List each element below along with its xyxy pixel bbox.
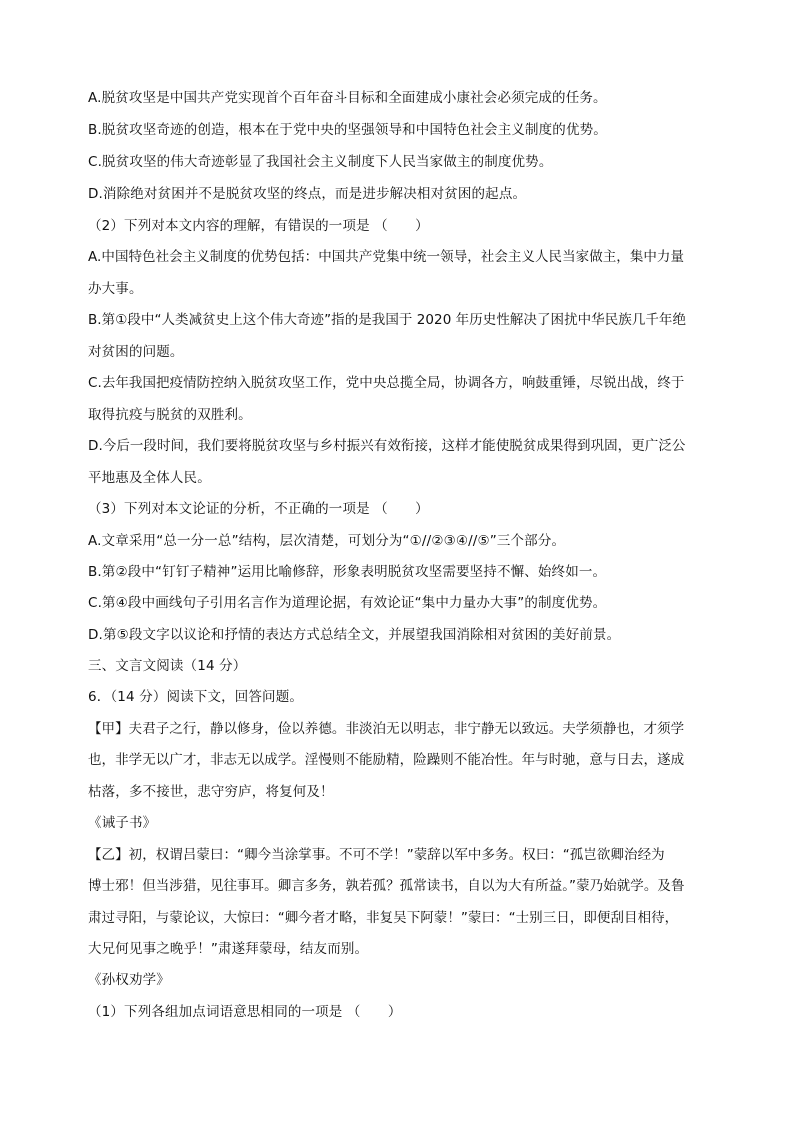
option-line: A.脱贫攻坚是中国共产党实现首个百年奋斗目标和全面建成小康社会必须完成的任务。	[88, 90, 607, 106]
option-line: C.去年我国把疫情防控纳入脱贫攻坚工作，党中央总揽全局，协调各方，响鼓重锤，尽锐出战，终于	[88, 375, 685, 391]
question-line: （1）下列各组加点词语意思相同的一项是 （ ）	[88, 1004, 402, 1020]
passage-line: 【甲】夫君子之行，静以修身，俭以养德。非淡泊无以明志，非宁静无以致远。夫学须静也，才须学	[88, 721, 685, 737]
option-line-continuation: 取得抗疫与脱贫的双胜利。	[88, 407, 252, 423]
source-title: 《孙权劝学》	[88, 972, 170, 988]
section-title: 三、文言文阅读（14 分）	[88, 658, 247, 674]
passage-line: 大兄何见事之晚乎！”肃遂拜蒙母，结友而别。	[88, 941, 369, 957]
passage-line: 【乙】初，权谓吕蒙曰：“卿今当涂掌事。不可不学！”蒙辞以军中多务。权曰：“孤岂欲卿治经为	[88, 847, 665, 863]
option-line: D.消除绝对贫困并不是脱贫攻坚的终点，而是进步解决相对贫困的起点。	[88, 186, 527, 202]
passage-line: 博士邪！但当涉猎，见往事耳。卿言多务，孰若孤？孤常读书，自以为大有所益。”蒙乃始就学。及鲁	[88, 878, 685, 894]
option-line-continuation: 办大事。	[88, 281, 143, 297]
question-line: （2）下列对本文内容的理解，有错误的一项是 （ ）	[88, 218, 429, 234]
passage-line: 也，非学无以广才，非志无以成学。淫慢则不能励精，险躁则不能冶性。年与时驰，意与日去，遂成	[88, 752, 685, 768]
option-line: D.第⑤段文字以议论和抒情的表达方式总结全文，并展望我国消除相对贫困的美好前景。	[88, 627, 621, 643]
option-line: A.文章采用“总一分一总”结构，层次清楚，可划分为“①//②③④//⑤”三个部分。	[88, 533, 566, 549]
option-line: B.脱贫攻坚奇迹的创造，根本在于党中央的坚强领导和中国特色社会主义制度的优势。	[88, 122, 607, 138]
question-line: 6．（14 分）阅读下文，回答问题。	[88, 689, 304, 705]
option-line: B.第②段中“钉钉子精神”运用比喻修辞，形象表明脱贫攻坚需要坚持不懈、始终如一。	[88, 564, 607, 580]
source-title: 《诫子书》	[88, 815, 157, 831]
option-line: C.第④段中画线句子引用名言作为道理论据，有效论证“集中力量办大事”的制度优势。	[88, 595, 607, 611]
option-line: A.中国特色社会主义制度的优势包括：中国共产党集中统一领导，社会主义人民当家做主，集中力量	[88, 249, 685, 265]
option-line: D.今后一段时间，我们要将脱贫攻坚与乡村振兴有效衔接，这样才能使脱贫成果得到巩固，更广泛公	[88, 438, 686, 454]
passage-line: 肃过寻阳，与蒙论议，大惊曰：“卿今者才略，非复吴下阿蒙！”蒙曰：“士别三日，即便刮目相待，	[88, 910, 679, 926]
option-line: B.第①段中“人类减贫史上这个伟大奇迹”指的是我国于 2020 年历史性解决了困扰中华民族几千年绝	[88, 312, 687, 328]
option-line-continuation: 平地惠及全体人民。	[88, 470, 211, 486]
passage-line: 枯落，多不接世，悲守穷庐，将复何及！	[88, 784, 334, 800]
option-line: C.脱贫攻坚的伟大奇迹彰显了我国社会主义制度下人民当家做主的制度优势。	[88, 154, 553, 170]
option-line-continuation: 对贫困的问题。	[88, 344, 184, 360]
question-line: （3）下列对本文论证的分析，不正确的一项是 （ ）	[88, 501, 429, 517]
